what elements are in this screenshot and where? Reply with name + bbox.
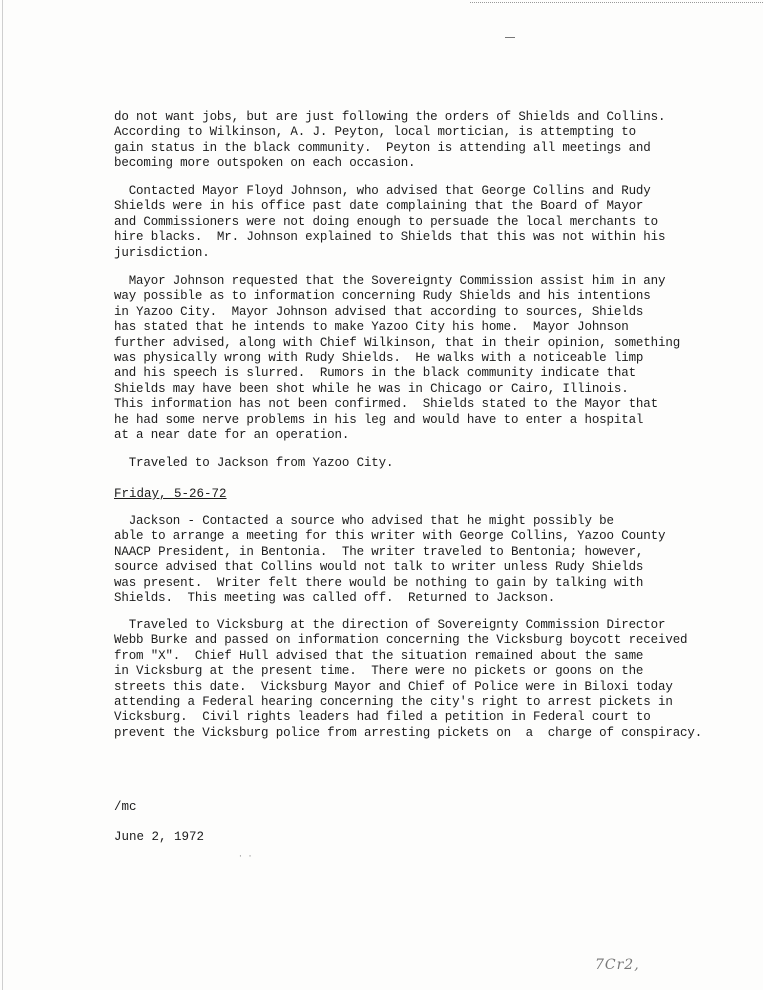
line: Traveled to Vicksburg at the direction of Sovereignty Commission Director — [114, 618, 666, 632]
handwritten-note: 7Cr2, — [595, 957, 640, 973]
line: Shields. This meeting was called off. Returned to Jackson. — [114, 591, 556, 606]
line: NAACP President, in Bentonia. The writer traveled to Bentonia; however, — [114, 544, 644, 559]
line: According to Wilkinson, A. J. Peyton, local mortician, is attempting to — [114, 125, 636, 140]
paragraph-6 — [114, 618, 702, 741]
line: gain status in the black community. Peyton is attending all meetings and — [114, 140, 651, 155]
line: in Yazoo City. Mayor Johnson advised that according to sources, Shields — [114, 304, 644, 319]
scan-top-edge — [470, 2, 763, 6]
line: from "X". Chief Hull advised that the situation remained about the same — [114, 648, 644, 663]
line: at a near date for an operation. — [114, 428, 350, 443]
paragraph-3 — [114, 274, 680, 443]
line: in Vicksburg at the present time. There were no pickets or goons on the — [114, 664, 644, 679]
line: able to arrange a meeting for this writer with George Collins, Yazoo County — [114, 529, 666, 544]
line: Mayor Johnson requested that the Sovereignty Commission assist him in any — [114, 274, 666, 288]
line: prevent the Vicksburg police from arresting pickets on a charge of conspiracy. — [114, 725, 703, 740]
line: Traveled to Jackson from Yazoo City. — [114, 456, 394, 470]
line: was physically wrong with Rudy Shields. He walks with a noticeable limp — [114, 351, 644, 366]
scan-edge — [2, 0, 3, 990]
line: Contacted Mayor Floyd Johnson, who advised that George Collins and Rudy — [114, 184, 651, 198]
line: Shields were in his office past date complaining that the Board of Mayor — [114, 199, 644, 214]
line: hire blacks. Mr. Johnson explained to Shields that this was not within his — [114, 230, 666, 245]
paragraph-1 — [114, 110, 665, 172]
line: becoming more outspoken on each occasion. — [114, 156, 416, 171]
line: source advised that Collins would not talk to writer unless Rudy Shields — [114, 560, 644, 575]
paragraph-5 — [114, 514, 665, 606]
line: and Commissioners were not doing enough to persuade the local merchants to — [114, 214, 658, 229]
line: Webb Burke and passed on information concerning the Vicksburg boycott received — [114, 633, 688, 648]
paragraph-2 — [114, 184, 665, 261]
line: was present. Writer felt there would be nothing to gain by talking with — [114, 575, 644, 590]
line: Vicksburg. Civil rights leaders had filed a petition in Federal court to — [114, 710, 651, 725]
line: Jackson - Contacted a source who advised that he might possibly be — [114, 514, 614, 528]
initials: /mc — [114, 800, 137, 814]
scan-speck: · · — [238, 852, 253, 861]
date-heading: Friday, 5-26-72 — [114, 487, 227, 501]
line: he had some nerve problems in his leg and would have to enter a hospital — [114, 412, 644, 427]
line: This information has not been confirmed. Shields stated to the Mayor that — [114, 397, 658, 412]
document-date: June 2, 1972 — [114, 830, 205, 844]
line: jurisdiction. — [114, 245, 210, 260]
line: further advised, along with Chief Wilkinson, that in their opinion, something — [114, 335, 681, 350]
line: streets this date. Vicksburg Mayor and Chief of Police were in Biloxi today — [114, 679, 673, 694]
line: and his speech is slurred. Rumors in the black community indicate that — [114, 366, 636, 381]
line: has stated that he intends to make Yazoo City his home. Mayor Johnson — [114, 320, 629, 335]
line: do not want jobs, but are just following the orders of Shields and Collins. — [114, 110, 666, 124]
stray-mark — [505, 37, 515, 38]
line: Shields may have been shot while he was in Chicago or Cairo, Illinois. — [114, 381, 629, 396]
line: attending a Federal hearing concerning the city's right to arrest pickets in — [114, 695, 673, 710]
line: way possible as to information concerning Rudy Shields and his intentions — [114, 289, 651, 304]
paragraph-4 — [114, 456, 393, 471]
